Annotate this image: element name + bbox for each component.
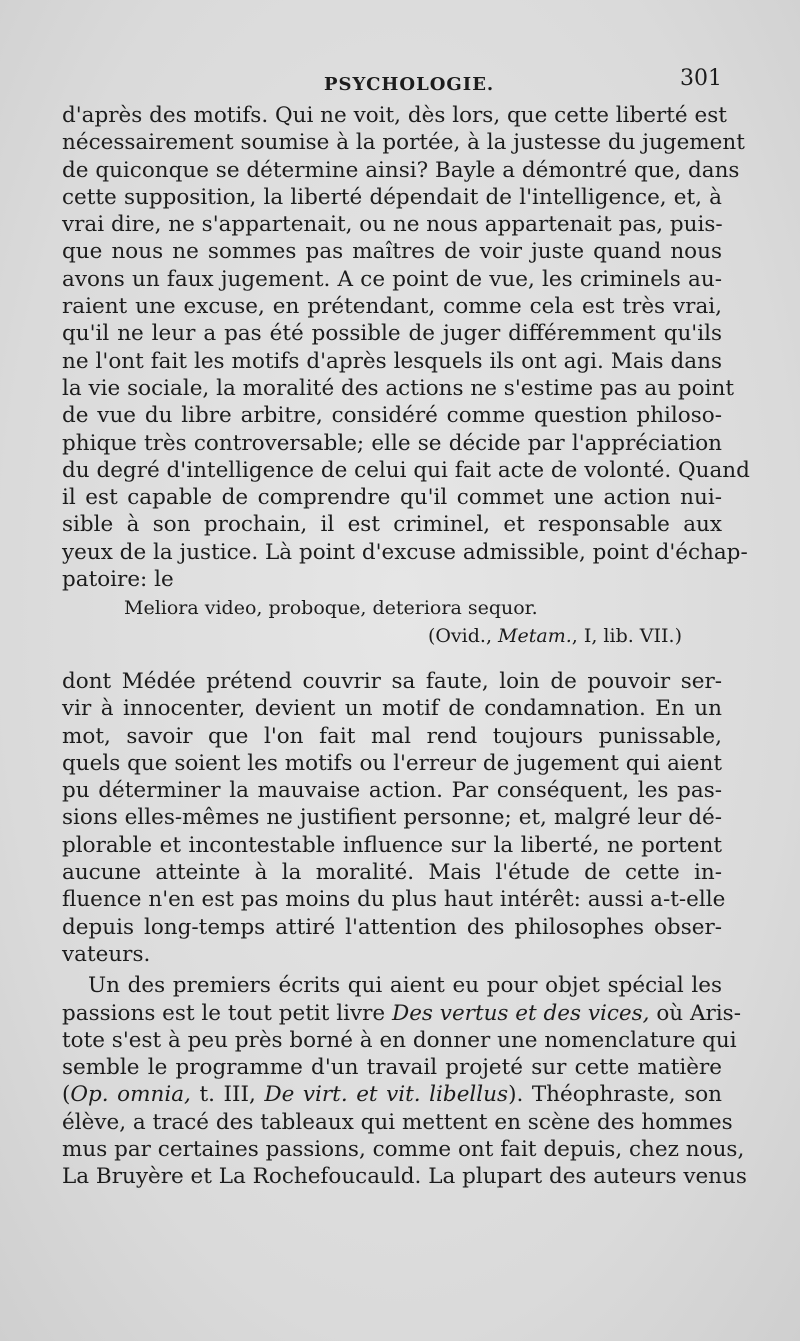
source-open: (Ovid., [427, 624, 499, 647]
text-line: mot, savoir que l'on fait mal rend toujours punissable, [62, 723, 722, 749]
text-span: passions est le tout petit livre [62, 1000, 392, 1026]
text-line: depuis long-temps attiré l'attention des philosophes obser- [62, 914, 722, 940]
text-line: mus par certaines passions, comme ont fait depuis, chez nous, [62, 1136, 745, 1162]
text-span: ( [62, 1082, 71, 1108]
text-line: vir à innocenter, devient un motif de condamnation. En un [62, 696, 722, 722]
text-line: raient une excuse, en prétendant, comme cela est très vrai, [62, 294, 722, 320]
text-line: phique très controversable; elle se décide par l'appréciation [62, 430, 722, 456]
text-line: vrai dire, ne s'appartenait, ou ne nous appartenait pas, puis- [62, 212, 723, 238]
text-line: la vie sociale, la moralité des actions ne s'estime pas au point [62, 375, 734, 401]
text-line: du degré d'intelligence de celui qui fait acte de volonté. Quand [62, 457, 750, 483]
text-line: de quiconque se détermine ainsi? Bayle a démontré que, dans [62, 157, 740, 183]
text-span: où Aris- [649, 1000, 741, 1026]
text-line: que nous ne sommes pas maîtres de voir juste quand nous [62, 239, 722, 265]
quotation [62, 595, 722, 650]
paragraph-1 [62, 102, 750, 593]
text-line: pu déterminer la mauvaise action. Par conséquent, les pas- [62, 778, 722, 804]
text-line: patoire: le [62, 567, 174, 593]
quotation-verse: Meliora video, proboque, deteriora sequor. [124, 597, 538, 620]
text-line: aucune atteinte à la moralité. Mais l'étude de cette in- [62, 860, 722, 886]
text-line: cette supposition, la liberté dépendait de l'intelligence, et, à [62, 184, 722, 210]
page-number: 301 [680, 66, 722, 91]
text-line: yeux de la justice. Là point d'excuse admissible, point d'échap- [62, 539, 748, 565]
quotation-source [62, 623, 722, 650]
running-title: PSYCHOLOGIE. [324, 74, 495, 95]
page-header [62, 64, 722, 104]
text-line: quels que soient les motifs ou l'erreur de jugement qui aient [62, 750, 722, 776]
text-line: sions elles-mêmes ne justifient personne; et, malgré leur dé- [62, 805, 722, 831]
text-line [62, 1081, 722, 1108]
text-line: fluence n'en est pas moins du plus haut intérêt: aussi a-t-elle [62, 887, 726, 913]
paragraph-2 [62, 668, 726, 968]
paragraph-3 [62, 972, 747, 1190]
text-line: vateurs. [62, 941, 151, 967]
source-work: Metam. [498, 624, 572, 647]
text-line: il est capable de comprendre qu'il commet une action nui- [62, 485, 722, 511]
text-line: La Bruyère et La Rochefoucauld. La plupart des auteurs venus [62, 1164, 747, 1190]
book-title: De virt. et vit. libellus [264, 1082, 509, 1108]
text-span: ). Théophraste, son [508, 1082, 723, 1108]
body-text [62, 102, 750, 1191]
text-line: sible à son prochain, il est criminel, et responsable aux [62, 512, 722, 538]
text-line: dont Médée prétend couvrir sa faute, loin de pouvoir ser- [62, 668, 722, 694]
book-title: Op. omnia, [70, 1082, 191, 1108]
source-close: , I, lib. VII.) [571, 624, 682, 647]
text-line: avons un faux jugement. A ce point de vue, les criminels au- [62, 266, 722, 292]
text-line: plorable et incontestable influence sur la liberté, ne portent [62, 832, 722, 858]
text-line: ne l'ont fait les motifs d'après lesquels ils ont agi. Mais dans [62, 348, 722, 374]
text-span: t. III, [190, 1082, 265, 1108]
book-title: Des vertus et des vices, [391, 1000, 650, 1026]
text-line: de vue du libre arbitre, considéré comme question philoso- [62, 403, 722, 429]
text-line [62, 1000, 741, 1027]
text-line: Un des premiers écrits qui aient eu pour objet spécial les [88, 973, 722, 999]
text-line: qu'il ne leur a pas été possible de juger différemment qu'ils [62, 321, 722, 347]
text-line: tote s'est à peu près borné à en donner une nomenclature qui [62, 1027, 737, 1053]
text-line: d'après des motifs. Qui ne voit, dès lors, que cette liberté est [62, 103, 727, 128]
text-line: semble le programme d'un travail projeté sur cette matière [62, 1055, 722, 1081]
text-line: nécessairement soumise à la portée, à la justesse du jugement [62, 130, 745, 156]
spacer [62, 650, 722, 668]
text-line: élève, a tracé des tableaux qui mettent en scène des hommes [62, 1109, 733, 1135]
